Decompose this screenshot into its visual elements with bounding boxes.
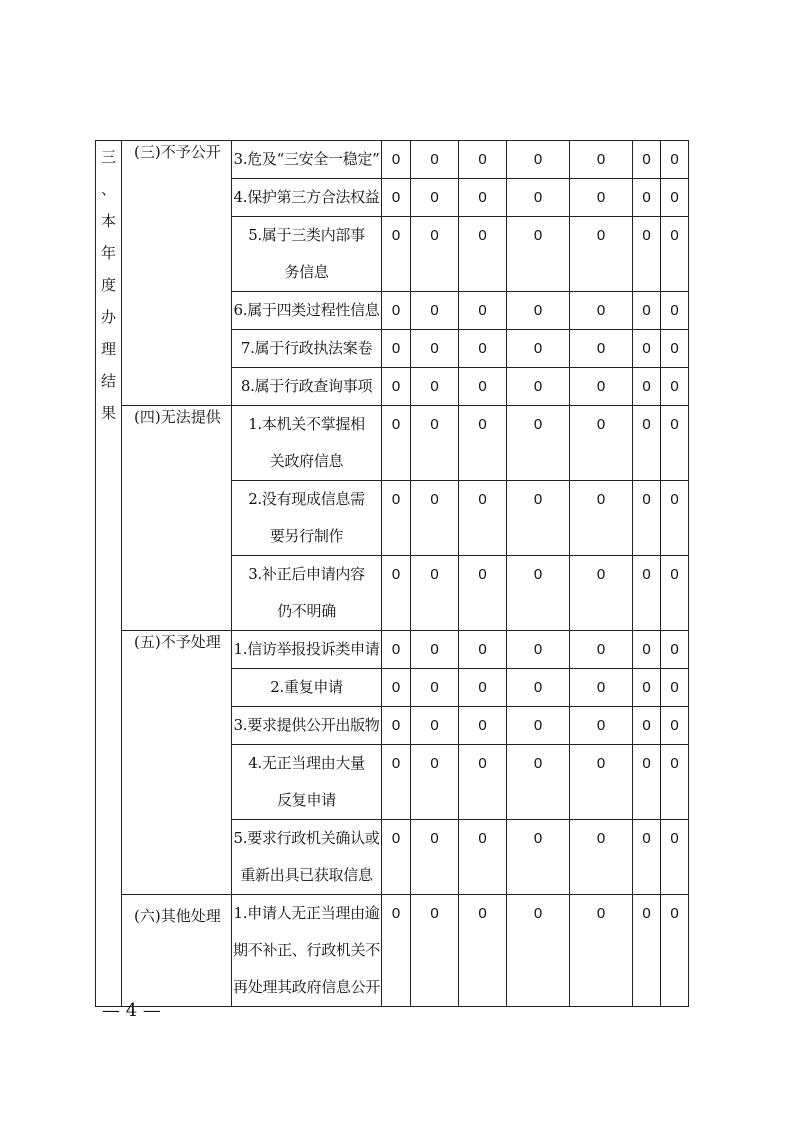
value-cell: 0 — [661, 556, 689, 631]
value-cell: 0 — [382, 707, 411, 745]
value-cell: 0 — [382, 820, 411, 895]
value-cell: 0 — [570, 820, 633, 895]
value-cell: 0 — [661, 406, 689, 481]
value-cell: 0 — [661, 481, 689, 556]
value-cell: 0 — [633, 481, 661, 556]
value-cell: 0 — [507, 820, 570, 895]
value-cell: 0 — [382, 292, 411, 330]
value-cell: 0 — [507, 895, 570, 1007]
value-cell: 0 — [633, 631, 661, 669]
value-cell: 0 — [570, 669, 633, 707]
value-cell: 0 — [459, 330, 507, 368]
value-cell: 0 — [459, 631, 507, 669]
value-cell: 0 — [459, 481, 507, 556]
value-cell: 0 — [633, 141, 661, 179]
table-row — [96, 895, 689, 1007]
value-cell: 0 — [661, 669, 689, 707]
value-cell: 0 — [459, 556, 507, 631]
item-label — [232, 745, 382, 820]
value-cell: 0 — [411, 745, 459, 820]
value-cell: 0 — [507, 556, 570, 631]
item-label-line: 2.没有现成信息需 — [248, 490, 365, 508]
value-cell: 0 — [570, 745, 633, 820]
item-label-line: 1.申请人无正当理由逾 — [233, 904, 380, 922]
value-cell: 0 — [633, 292, 661, 330]
value-cell: 0 — [661, 820, 689, 895]
value-cell: 0 — [382, 745, 411, 820]
item-label-line: 5.属于三类内部事 — [248, 226, 365, 244]
item-label — [232, 179, 382, 217]
item-label-line: 3.要求提供公开出版物 — [233, 716, 380, 734]
value-cell: 0 — [507, 745, 570, 820]
value-cell: 0 — [570, 217, 633, 292]
value-cell: 0 — [570, 481, 633, 556]
value-cell: 0 — [633, 179, 661, 217]
value-cell: 0 — [382, 669, 411, 707]
value-cell: 0 — [661, 895, 689, 1007]
value-cell: 0 — [459, 292, 507, 330]
item-label — [232, 406, 382, 481]
table-row — [96, 141, 689, 179]
value-cell: 0 — [661, 707, 689, 745]
value-cell: 0 — [411, 820, 459, 895]
item-label-line: 期不补正、行政机关不 — [233, 941, 381, 959]
item-label-line: 6.属于四类过程性信息 — [233, 301, 380, 319]
section-title-char: 理 — [100, 340, 116, 358]
value-cell: 0 — [411, 406, 459, 481]
group-label: (四)无法提供 — [122, 406, 232, 631]
value-cell: 0 — [459, 406, 507, 481]
value-cell: 0 — [459, 669, 507, 707]
item-label — [232, 368, 382, 406]
value-cell: 0 — [382, 895, 411, 1007]
value-cell: 0 — [382, 179, 411, 217]
value-cell: 0 — [459, 707, 507, 745]
value-cell: 0 — [507, 707, 570, 745]
value-cell: 0 — [507, 179, 570, 217]
value-cell: 0 — [570, 406, 633, 481]
item-label-line: 2.重复申请 — [270, 678, 343, 696]
value-cell: 0 — [411, 368, 459, 406]
value-cell: 0 — [411, 631, 459, 669]
value-cell: 0 — [459, 745, 507, 820]
value-cell: 0 — [411, 292, 459, 330]
value-cell: 0 — [570, 368, 633, 406]
value-cell: 0 — [570, 556, 633, 631]
group-label: (五)不予处理 — [122, 631, 232, 895]
item-label-line: 重新出具已获取信息 — [240, 866, 373, 884]
item-label — [232, 820, 382, 895]
value-cell: 0 — [382, 330, 411, 368]
section-title-char: 、 — [100, 180, 116, 198]
value-cell: 0 — [507, 669, 570, 707]
value-cell: 0 — [570, 330, 633, 368]
item-label — [232, 217, 382, 292]
value-cell: 0 — [633, 556, 661, 631]
item-label — [232, 330, 382, 368]
item-label-line: 8.属于行政查询事项 — [240, 377, 373, 395]
value-cell: 0 — [507, 631, 570, 669]
section-title-char: 办 — [100, 308, 116, 326]
value-cell: 0 — [570, 631, 633, 669]
value-cell: 0 — [382, 141, 411, 179]
value-cell: 0 — [411, 481, 459, 556]
value-cell: 0 — [633, 895, 661, 1007]
value-cell: 0 — [507, 481, 570, 556]
value-cell: 0 — [633, 745, 661, 820]
section-title-char: 本 — [100, 212, 116, 230]
item-label-line: 仍不明确 — [277, 602, 336, 620]
value-cell: 0 — [507, 406, 570, 481]
value-cell: 0 — [459, 217, 507, 292]
value-cell: 0 — [507, 330, 570, 368]
value-cell: 0 — [633, 330, 661, 368]
value-cell: 0 — [411, 707, 459, 745]
section-title-char: 年 — [100, 244, 116, 262]
item-label — [232, 707, 382, 745]
value-cell: 0 — [507, 292, 570, 330]
value-cell: 0 — [382, 556, 411, 631]
results-table-body — [96, 141, 689, 1007]
item-label — [232, 141, 382, 179]
value-cell: 0 — [661, 330, 689, 368]
value-cell: 0 — [507, 217, 570, 292]
value-cell: 0 — [633, 669, 661, 707]
value-cell: 0 — [382, 406, 411, 481]
value-cell: 0 — [661, 141, 689, 179]
value-cell: 0 — [411, 330, 459, 368]
value-cell: 0 — [570, 292, 633, 330]
item-label — [232, 669, 382, 707]
item-label — [232, 292, 382, 330]
value-cell: 0 — [411, 895, 459, 1007]
item-label-line: 要另行制作 — [269, 527, 344, 545]
item-label — [232, 631, 382, 669]
value-cell: 0 — [570, 895, 633, 1007]
section-title-char: 结 — [100, 372, 116, 390]
item-label-line: 再处理其政府信息公开 — [233, 978, 381, 996]
results-table — [95, 140, 689, 1007]
value-cell: 0 — [633, 406, 661, 481]
item-label-line: 3.危及“三安全一稳定” — [233, 150, 380, 168]
group-label: (三)不予公开 — [122, 141, 232, 406]
table-row — [96, 631, 689, 669]
section-title-char: 度 — [100, 276, 116, 294]
item-label-line: 7.属于行政执法案卷 — [240, 339, 373, 357]
value-cell: 0 — [570, 179, 633, 217]
value-cell: 0 — [661, 368, 689, 406]
value-cell: 0 — [661, 292, 689, 330]
section-title-char: 三 — [100, 148, 116, 166]
table-row — [96, 406, 689, 481]
value-cell: 0 — [459, 820, 507, 895]
item-label — [232, 556, 382, 631]
item-label-line: 关政府信息 — [269, 452, 344, 470]
value-cell: 0 — [411, 141, 459, 179]
value-cell: 0 — [633, 368, 661, 406]
value-cell: 0 — [411, 179, 459, 217]
value-cell: 0 — [411, 217, 459, 292]
group-label: (六)其他处理 — [122, 895, 232, 1007]
value-cell: 0 — [459, 895, 507, 1007]
item-label-line: 反复申请 — [277, 791, 336, 809]
value-cell: 0 — [633, 217, 661, 292]
value-cell: 0 — [459, 141, 507, 179]
value-cell: 0 — [411, 669, 459, 707]
value-cell: 0 — [661, 217, 689, 292]
value-cell: 0 — [459, 179, 507, 217]
item-label-line: 务信息 — [284, 263, 329, 281]
item-label-line: 5.要求行政机关确认或 — [233, 829, 380, 847]
value-cell: 0 — [633, 820, 661, 895]
section-title — [96, 141, 122, 1007]
value-cell: 0 — [382, 368, 411, 406]
value-cell: 0 — [570, 707, 633, 745]
value-cell: 0 — [382, 631, 411, 669]
item-label-line: 1.信访举报投诉类申请 — [233, 640, 380, 658]
value-cell: 0 — [507, 368, 570, 406]
value-cell: 0 — [661, 179, 689, 217]
item-label — [232, 895, 382, 1007]
item-label-line: 1.本机关不掌握相 — [248, 415, 365, 433]
page-number: — 4 — — [102, 1000, 161, 1021]
value-cell: 0 — [459, 368, 507, 406]
item-label-line: 3.补正后申请内容 — [248, 565, 365, 583]
value-cell: 0 — [382, 481, 411, 556]
section-title-char: 果 — [100, 404, 116, 422]
value-cell: 0 — [633, 707, 661, 745]
item-label-line: 4.保护第三方合法权益 — [233, 188, 380, 206]
value-cell: 0 — [661, 745, 689, 820]
value-cell: 0 — [382, 217, 411, 292]
item-label — [232, 481, 382, 556]
value-cell: 0 — [570, 141, 633, 179]
value-cell: 0 — [507, 141, 570, 179]
value-cell: 0 — [411, 556, 459, 631]
value-cell: 0 — [661, 631, 689, 669]
item-label-line: 4.无正当理由大量 — [248, 754, 365, 772]
